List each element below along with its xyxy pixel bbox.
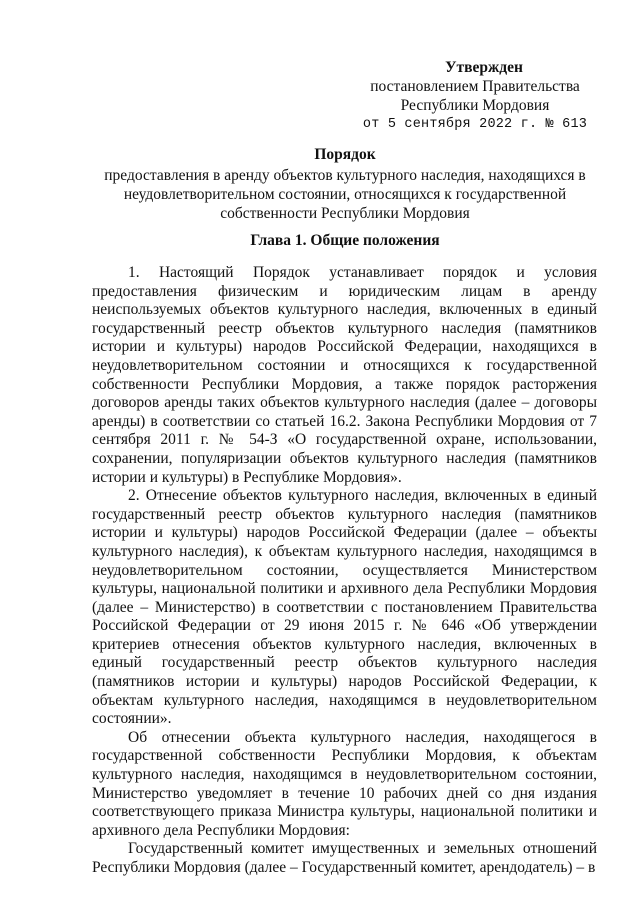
chapter-heading: Глава 1. Общие положения [250,232,440,249]
paragraph: Государственный комитет имущественных и земельных отношений Республики Мордовия (далее – Государственный комитет, арендодатель) – в [92,840,597,876]
approval-title: Утвержден [445,59,523,76]
document-title-head: Порядок [314,146,376,163]
paragraph: Об отнесении объекта культурного наследия, находящегося в государственной собственности Республики Мордовия, к объектам культурного наследия, находящимся в неудовлетворительном состоянии, Министерство уведомляет в течение 10 рабочих дней со дня издания соответствующего приказа Министра культуры, национальной политики и архивного дела Республики Мордовия: [92,728,597,839]
document-title-line-1: предоставления в аренду объектов культурного наследия, находящихся в [104,167,586,184]
paragraph: 2. Отнесение объектов культурного наследия, включенных в единый государственный реестр объектов культурного наследия (памятников истории и культуры) народов Российской Федерации (далее – объекты культурного наследия), к объектам культурного наследия, находящимся в неудовлетворительном состоянии, осуществляется Министерством культуры, национальной политики и архивного дела Республики Мордовия (далее – Министерство) в соответствии с постановлением Правительства Российской Федерации от 29 июня 2015 г. № 646 «Об утверждении критериев отнесения объектов культурного наследия, включенных в единый государственный реестр объектов культурного наследия (памятников истории и культуры) народов Российской Федерации, к объектам культурного наследия, находящимся в неудовлетворительном состоянии». [92,487,597,728]
document-body [92,264,597,878]
document-title-line-2: неудовлетворительном состоянии, относящихся к государственной [123,186,567,203]
approval-date: от 5 сентября 2022 г. № 613 [362,117,588,132]
approval-line-2: Республики Мордовия [400,97,550,114]
paragraph: 1. Настоящий Порядок устанавливает порядок и условия предоставления физическим и юридическим лицам в аренду неиспользуемых объектов культурного наследия, включенных в единый государственный реестр объектов культурного наследия (памятников истории и культуры) народов Российской Федерации, находящихся в неудовлетворительном состоянии и относящихся к государственной собственности Республики Мордовия, а также порядок расторжения договоров аренды таких объектов культурного наследия (далее – договоры аренды) в соответствии со статьей 16.2. Закона Республики Мордовия от 7 сентября 2011 г. № 54-З «О государственной охране, использовании, сохранении, популяризации объектов культурного наследия (памятников истории и культуры) в Республике Мордовия». [92,264,597,486]
approval-stamp [360,58,590,134]
approval-line-1: постановлением Правительства [370,78,580,95]
document-title [90,145,600,223]
document-title-line-3: собственности Республики Мордовия [220,205,470,222]
